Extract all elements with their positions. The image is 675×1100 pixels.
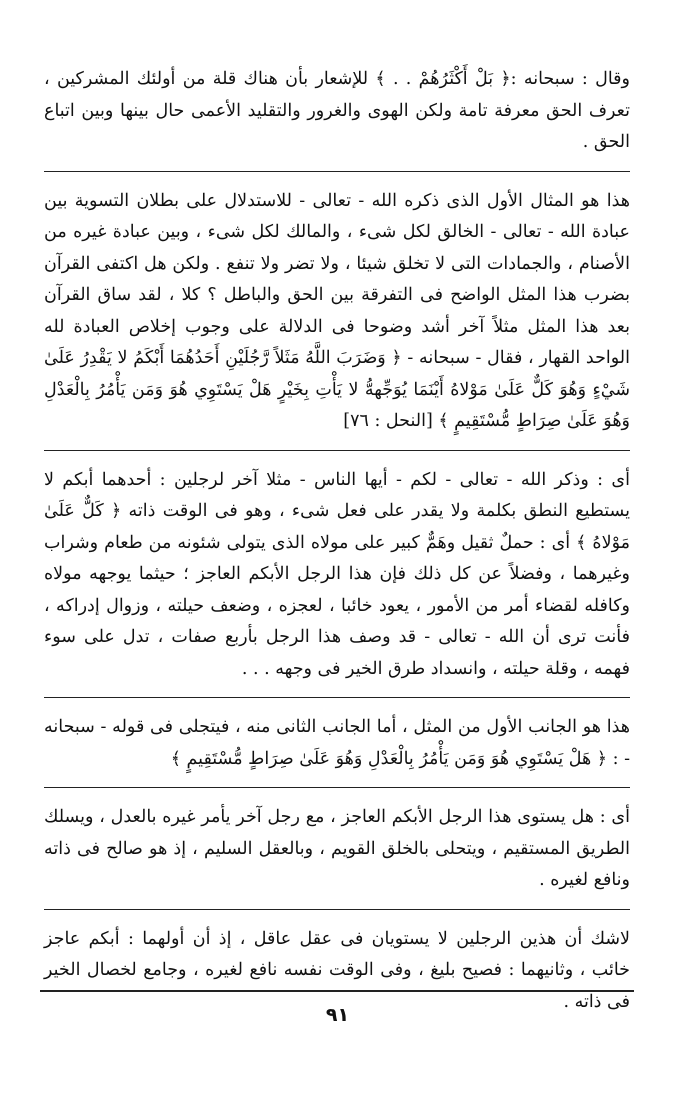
paragraph-4: هذا هو الجانب الأول من المثل ، أما الجانب الثانى منه ، فيتجلى فى قوله - سبحانه - : ﴿ هَلْ يَسْتَوِي هُوَ وَمَن يَأْمُرُ بِالْعَدْلِ وَهُوَ عَلَىٰ صِرَاطٍ مُّسْتَقِيمٍ ﴾ <box>44 717 630 769</box>
paragraph-2: هذا هو المثال الأول الذى ذكره الله - تعالى - للاستدلال على بطلان التسوية بين عبادة الله - تعالى - الخالق لكل شىء ، والمالك لكل شىء ، وبين عبادة غيره من الأصنام ، والجمادات التى لا تخلق شيئا ، ولا تضر ولا تنفع . ولكن هل اكتفى القرآن بضرب هذا المثل الواضح فى التفرقة بين الحق والباطل ؟ كلا ، لقد ساق القرآن بعد هذا المثل مثلاً آخر أشد وضوحا فى الدلالة على وجوب إخلاص العبادة لله الواحد القهار ، فقال - سبحانه - ﴿ وَضَرَبَ اللَّهُ مَثَلاً رَّجُلَيْنِ أَحَدُهُمَا أَبْكَمُ لا يَقْدِرُ عَلَىٰ شَيْءٍ وَهُوَ كَلٌّ عَلَىٰ مَوْلاهُ أَيْنَمَا يُوَجِّههُّ لا يَأْتِ بِخَيْرٍ هَلْ يَسْتَوِي هُوَ وَمَن يَأْمُرُ بِالْعَدْلِ وَهُوَ عَلَىٰ صِرَاطٍ مُّسْتَقِيمٍ ﴾ [النحل : ٧٦] <box>44 190 630 431</box>
paragraph-3: أى : وذكر الله - تعالى - لكم - أيها الناس - مثلا آخر لرجلين : أحدهما أبكم لا يستطيع النطق بكلمة ولا يقدر على فعل شىء ، وهو فى الوقت ذاته ﴿ كَلٌّ عَلَىٰ مَوْلاهُ ﴾ أى : حملٌ ثقيل وهَمٌّ كبير على مولاه الذى يتولى شئونه من طعام وشراب وغيرهما ، وفضلاً عن كل ذلك فإن هذا الرجل الأبكم العاجز ؛ حيثما يوجهه مولاه وكافله لقضاء أمر من الأمور ، يعود خائبا ، لعجزه ، وضعف حيلته ، وزوال إدراكه ، فأنت ترى أن الله - تعالى - قد وصف هذا الرجل بأربع صفات ، تدل على سوء فهمه ، وقلة حيلته ، وانسداد طرق الخير فى وجهه . . . <box>44 469 630 679</box>
page-body <box>44 64 630 1018</box>
paragraph-divider <box>44 171 630 172</box>
paragraph-6: لاشك أن هذين الرجلين لا يستويان فى عقل عاقل ، إذ أن أولهما : أبكم عاجز خائب ، وثانيهما : فصيح بليغ ، وفى الوقت نفسه نافع لغيره ، وجامع لخصال الخير فى ذاته . <box>44 928 630 1012</box>
footer-rule <box>40 990 634 992</box>
paragraph-divider <box>44 787 630 788</box>
paragraph-divider <box>44 697 630 698</box>
paragraph-5: أى : هل يستوى هذا الرجل الأبكم العاجز ، مع رجل آخر يأمر غيره بالعدل ، ويسلك الطريق المستقيم ، ويتحلى بالخلق القويم ، وبالعقل السليم ، إذ هو صالح فى ذاته ونافع لغيره . <box>44 807 630 890</box>
paragraph-divider <box>44 450 630 451</box>
paragraph-divider <box>44 909 630 910</box>
page-number: ٩١ <box>325 1004 350 1026</box>
paragraph-1: وقال : سبحانه :﴿ بَلْ أَكْثَرُهُمْ . . ﴾ للإشعار بأن هناك قلة من أولئك المشركين ، تعرف الحق معرفة تامة ولكن الهوى والغرور والتقليد الأعمى حال بينها وبين اتباع الحق . <box>44 69 630 152</box>
